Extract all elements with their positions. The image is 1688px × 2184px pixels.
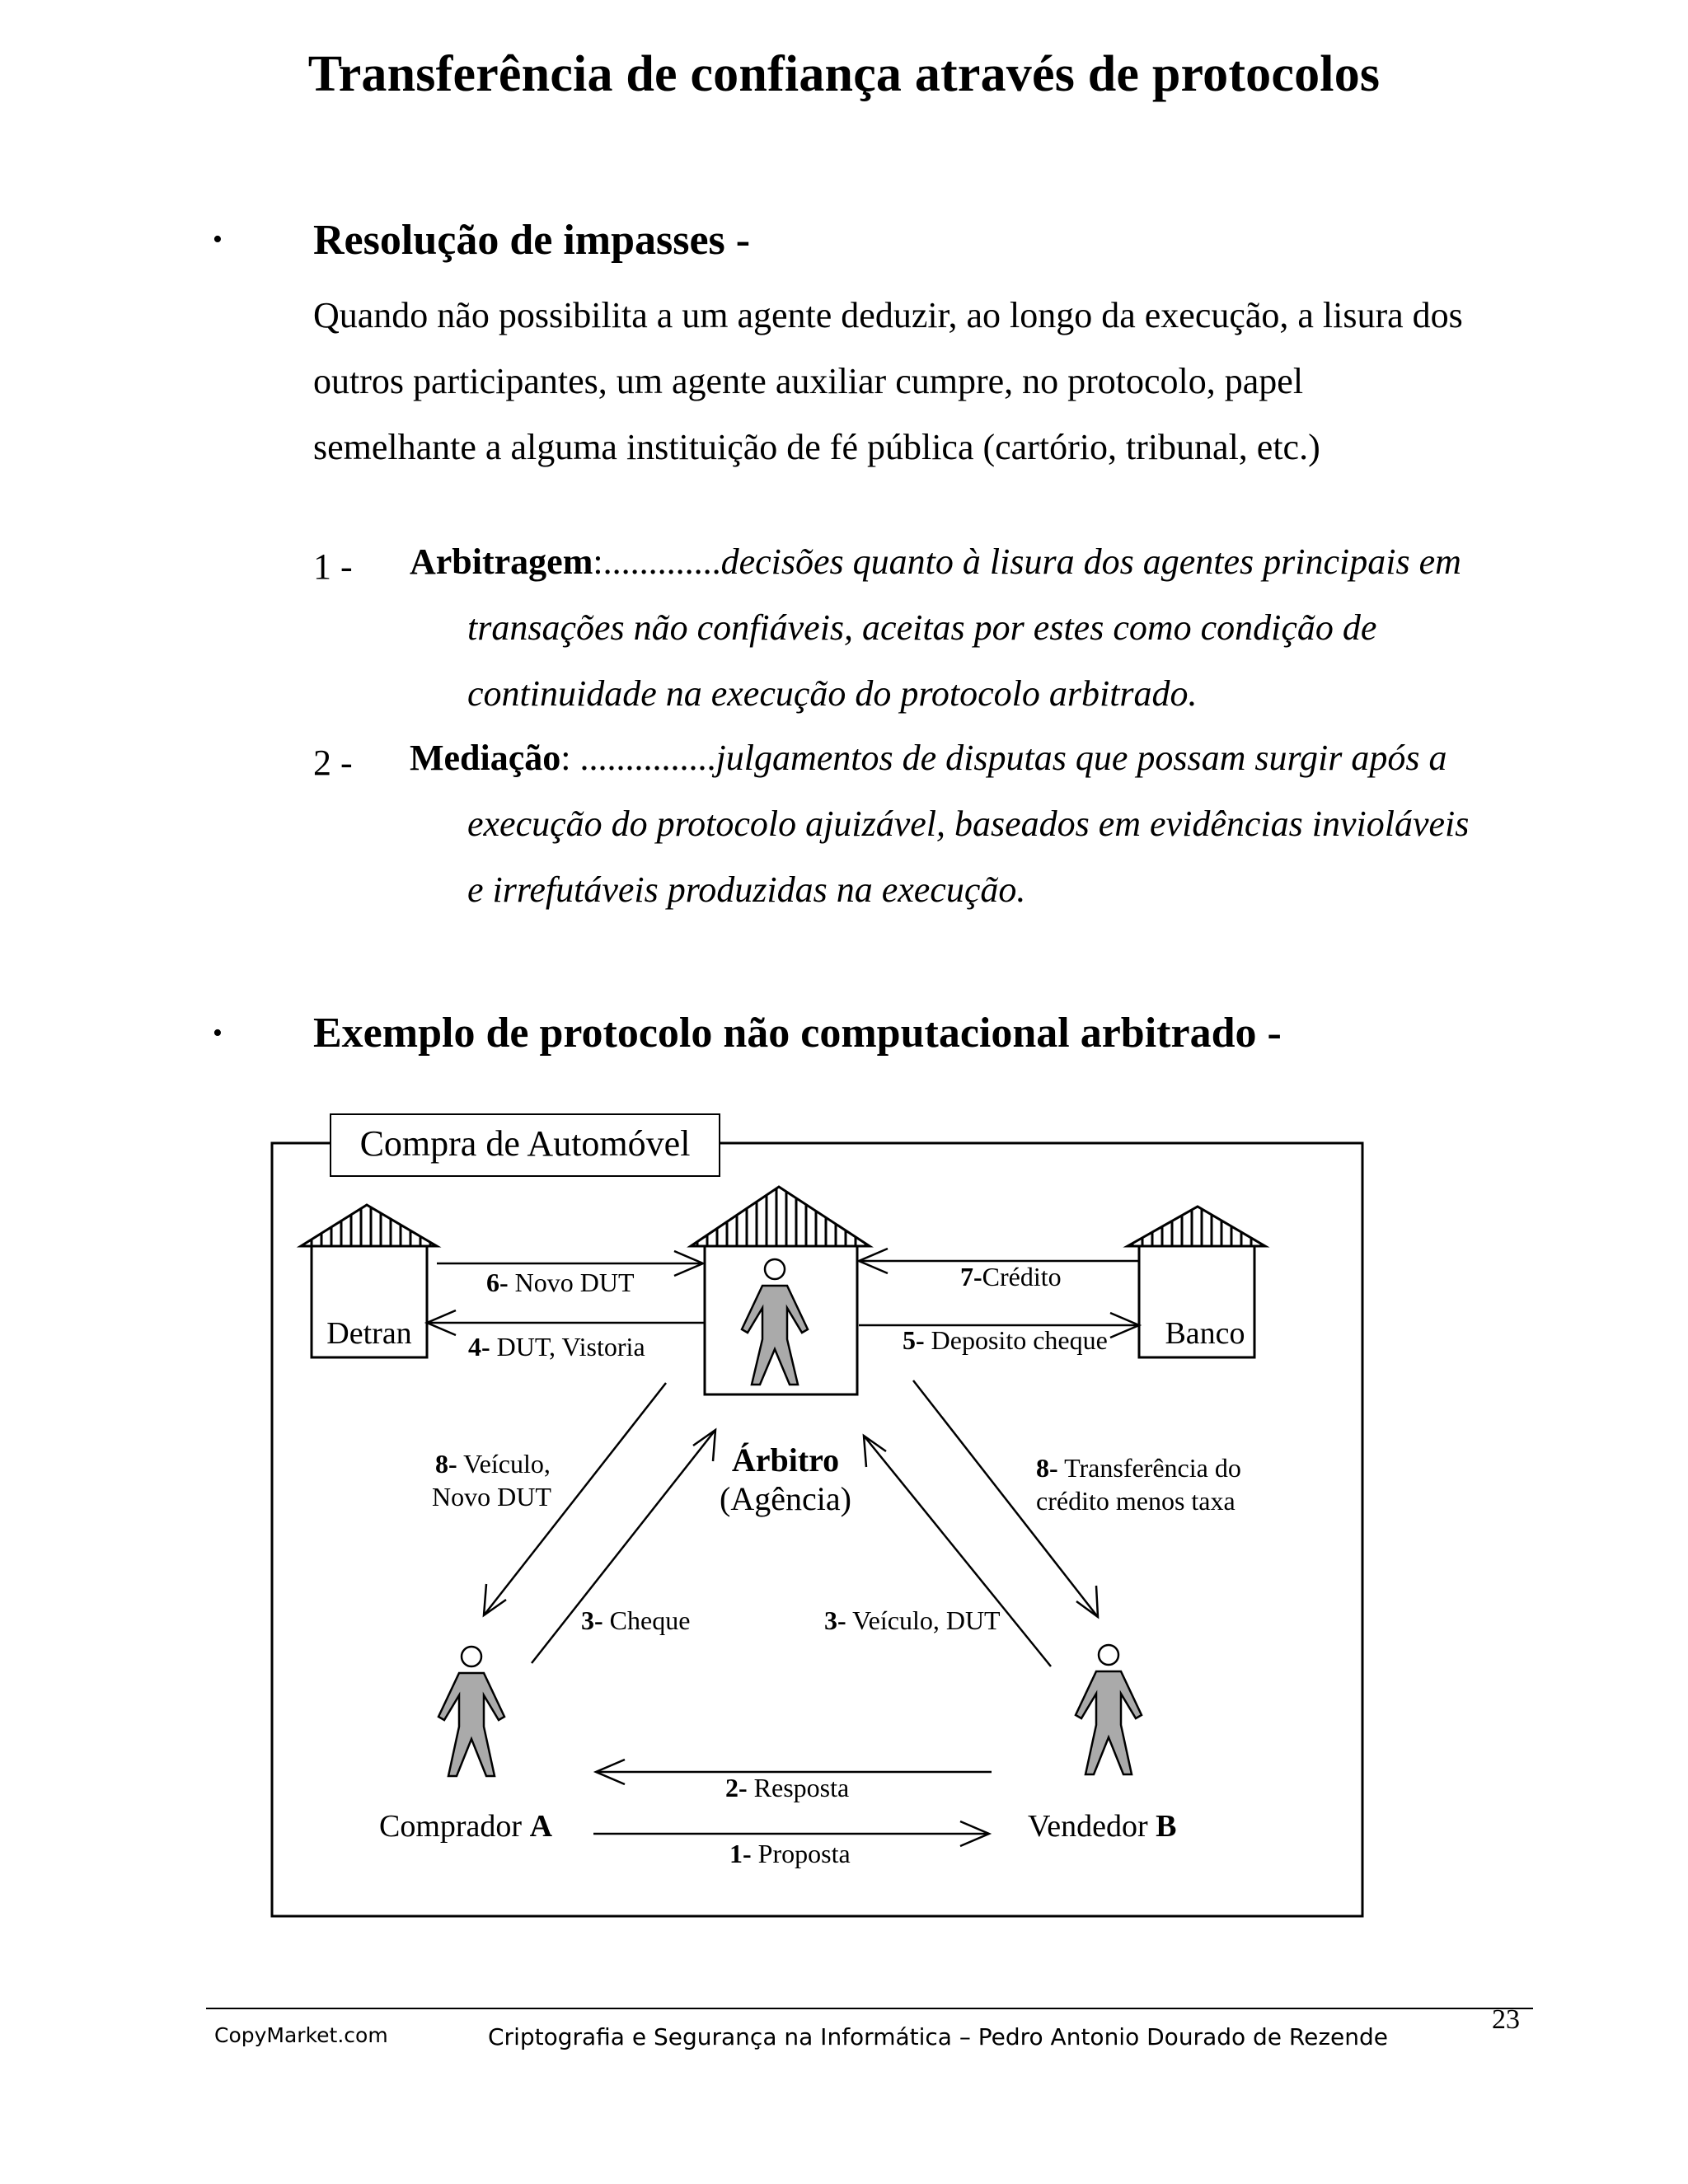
section-heading-impasses: Resolução de impasses -	[313, 217, 751, 264]
item-term: Arbitragem	[410, 541, 593, 582]
arrow-8-left-label: 8- Veículo,	[435, 1449, 551, 1479]
arrow-3-left-label: 3- Cheque	[581, 1605, 691, 1635]
footer-rule	[206, 2008, 1533, 2009]
page-title: Transferência de confiança através de protocolos	[307, 46, 1381, 102]
paragraph-line: outros participantes, um agente auxiliar cumpre, no protocolo, papel	[313, 361, 1304, 401]
footer-publisher: CopyMarket.com	[214, 2023, 388, 2047]
paragraph-line: semelhante a alguma instituição de fé pública (cartório, tribunal, etc.)	[313, 427, 1320, 467]
vendedor-label: Vendedor B	[1028, 1809, 1177, 1844]
arrow-8-left-label-2: Novo DUT	[432, 1482, 551, 1511]
item-number: 2 -	[313, 743, 353, 783]
arrow-5-label: 5- Deposito cheque	[903, 1325, 1108, 1355]
bullet-marker: •	[213, 1018, 223, 1048]
arrow-7-label: 7-Crédito	[960, 1262, 1062, 1291]
arrow-2-label: 2- Resposta	[725, 1773, 850, 1802]
arrow-1-label: 1- Proposta	[729, 1839, 851, 1868]
vendedor-person-icon	[1076, 1645, 1142, 1774]
arbitro-label: Árbitro	[731, 1441, 840, 1479]
banco-label: Banco	[1165, 1316, 1245, 1351]
continuation-line: transações não confiáveis, aceitas por estes como condição de	[467, 607, 1377, 648]
bullet-marker: •	[213, 224, 223, 255]
arrow-8-right-label-2: crédito menos taxa	[1036, 1486, 1236, 1516]
banco-building	[1128, 1207, 1265, 1357]
arrow-4-label: 4- DUT, Vistoria	[468, 1332, 645, 1361]
item-number: 1 -	[313, 546, 353, 587]
detran-building	[301, 1205, 437, 1357]
page-number: 23	[1492, 2004, 1520, 2035]
continuation-line: e irrefutáveis produzidas na execução.	[467, 869, 1026, 910]
item-description: decisões quanto à lisura dos agentes principais em	[720, 541, 1461, 582]
comprador-person-icon	[438, 1647, 504, 1776]
continuation-line: continuidade na execução do protocolo arbitrado.	[467, 673, 1198, 714]
arrow-6-label: 6- Novo DUT	[486, 1268, 635, 1297]
arrow-8-right-label: 8- Transferência do	[1036, 1453, 1241, 1483]
item-description: julgamentos de disputas que possam surgir após a	[715, 738, 1447, 778]
section-heading-exemplo: Exemplo de protocolo não computacional arbitrado -	[313, 1010, 1282, 1057]
comprador-label: Comprador A	[379, 1809, 553, 1844]
item-separator: : ...............	[560, 738, 716, 778]
frame-label: Compra de Automóvel	[359, 1123, 691, 1164]
item-term: Mediação	[410, 738, 561, 778]
agencia-label: (Agência)	[720, 1480, 851, 1517]
arbitro-building	[691, 1187, 870, 1394]
footer-book-title: Criptografia e Segurança na Informática – Pedro Antonio Dourado de Rezende	[488, 2023, 1389, 2050]
paragraph-line: Quando não possibilita a um agente deduzir, ao longo da execução, a lisura dos	[313, 295, 1463, 335]
item-separator: :.............	[593, 541, 721, 582]
detran-label: Detran	[326, 1316, 412, 1351]
arrow-3-right-label: 3- Veículo, DUT	[824, 1605, 1001, 1635]
continuation-line: execução do protocolo ajuizável, baseados em evidências invioláveis	[467, 804, 1470, 844]
